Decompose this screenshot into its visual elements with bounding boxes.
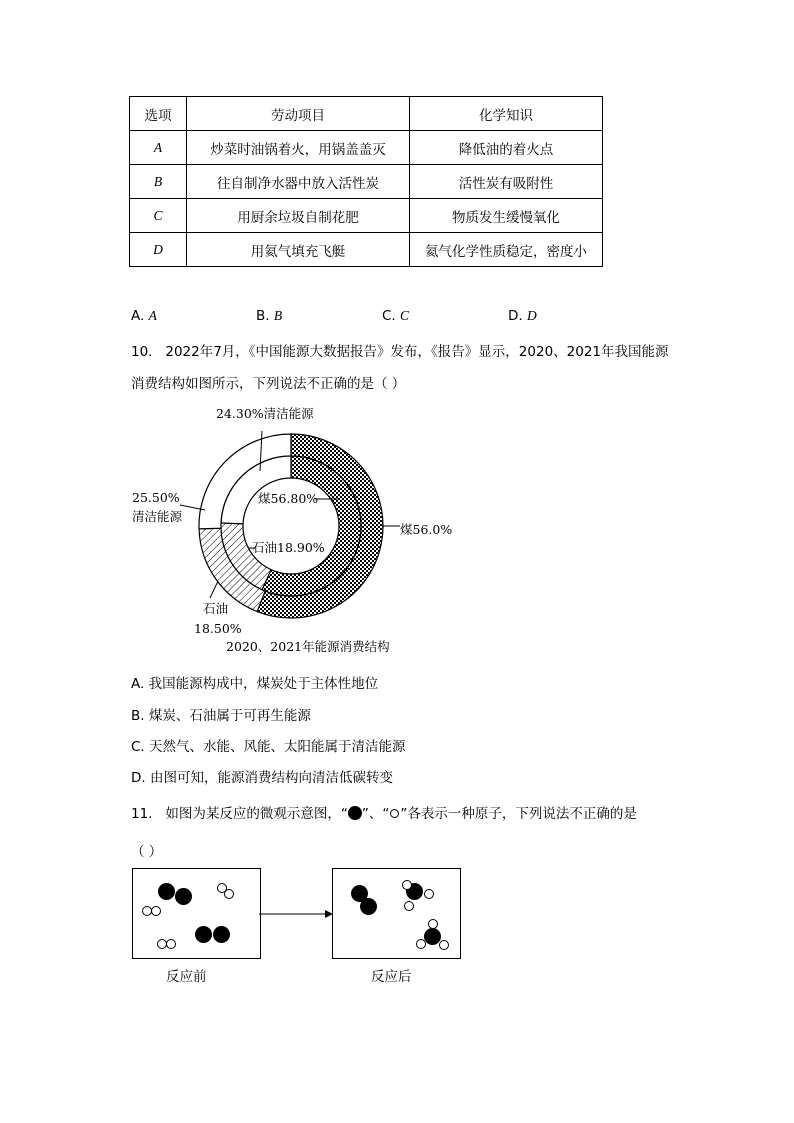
black-atom-icon	[348, 806, 362, 820]
black-atom-icon	[213, 926, 230, 943]
q10-option-c[interactable]: C. 天然气、水能、风能、太阳能属于清洁能源	[131, 739, 406, 755]
task-cell: 用氦气填充飞艇	[187, 233, 410, 267]
option-value: D	[526, 308, 537, 323]
task-cell: 用厨余垃圾自制花肥	[187, 199, 410, 233]
black-atom-icon	[158, 883, 175, 900]
chart-title: 2020、2021年能源消费结构	[226, 639, 390, 654]
label-outer-clean-pct: 25.50%	[132, 490, 180, 505]
task-cell: 往自制净水器中放入活性炭	[187, 165, 410, 199]
label-outer-coal: 煤56.0%	[400, 522, 453, 537]
black-atom-icon	[175, 888, 192, 905]
option-label: D.	[508, 308, 523, 324]
white-atom-icon	[151, 906, 161, 916]
task-cell: 炒菜时油锅着火，用锅盖盖灭	[187, 131, 410, 165]
q11-stem-a: 如图为某反应的微观示意图，“	[165, 806, 348, 822]
white-atom-icon	[404, 901, 414, 911]
q9-option-b[interactable]	[256, 308, 282, 324]
knowledge-cell: 降低油的着火点	[410, 131, 603, 165]
table-header-cell: 选项	[130, 97, 187, 131]
q9-table	[129, 96, 603, 267]
option-cell: D	[130, 233, 187, 267]
white-atom-icon	[428, 919, 438, 929]
knowledge-cell: 活性炭有吸附性	[410, 165, 603, 199]
white-atom-icon	[416, 939, 426, 949]
q10-option-d[interactable]: D. 由图可知，能源消费结构向清洁低碳转变	[131, 770, 393, 786]
reaction-after-box	[332, 868, 461, 959]
table-header-cell: 劳动项目	[187, 97, 410, 131]
q10-stem-line2: 消费结构如图所示，下列说法不正确的是（ ）	[131, 376, 406, 392]
knowledge-cell: 氦气化学性质稳定，密度小	[410, 233, 603, 267]
reaction-before-box	[132, 868, 261, 959]
q10-option-a[interactable]: A. 我国能源构成中，煤炭处于主体性地位	[131, 676, 379, 692]
q10-option-b[interactable]: B. 煤炭、石油属于可再生能源	[131, 708, 311, 724]
label-outer-oil-name: 石油	[203, 601, 229, 616]
knowledge-cell: 物质发生缓慢氧化	[410, 199, 603, 233]
question-number: 11.	[131, 806, 153, 822]
white-atom-icon	[224, 889, 234, 899]
white-atom-icon	[166, 939, 176, 949]
label-inner-clean: 24.30%清洁能源	[216, 406, 314, 421]
q11-stem-b: ”、“	[361, 806, 390, 822]
arrow-icon	[259, 906, 335, 922]
q9-option-d[interactable]	[508, 308, 537, 324]
white-atom-icon	[402, 880, 412, 890]
q11-stem-line2: （ ）	[131, 844, 163, 860]
black-atom-icon	[195, 926, 212, 943]
q9-option-a[interactable]	[131, 308, 157, 324]
option-value: C	[400, 308, 410, 323]
white-atom-icon	[439, 940, 449, 950]
option-cell: C	[130, 199, 187, 233]
table-header-cell: 化学知识	[410, 97, 603, 131]
option-label: A.	[131, 308, 145, 324]
option-cell: A	[130, 131, 187, 165]
after-label: 反应后	[371, 969, 412, 985]
q9-option-c[interactable]	[382, 308, 409, 324]
q10-stem-text: 2022年7月，《中国能源大数据报告》发布，《报告》显示，2020、2021年我国能源	[165, 344, 669, 360]
q11-stem-line1	[131, 802, 637, 822]
label-inner-oil: 石油18.90%	[252, 540, 325, 555]
option-value: B	[273, 308, 283, 323]
label-outer-clean-name: 清洁能源	[132, 509, 183, 524]
label-inner-coal: 煤56.80%	[258, 491, 319, 506]
q10-stem-line1	[131, 340, 669, 360]
option-label: B.	[256, 308, 270, 324]
question-number: 10.	[131, 344, 153, 360]
option-label: C.	[382, 308, 396, 324]
table-row	[130, 131, 603, 165]
energy-donut-chart	[110, 398, 490, 658]
table-header-row	[130, 97, 603, 131]
table-row	[130, 233, 603, 267]
q11-stem-c: ”各表示一种原子，下列说法不正确的是	[400, 806, 637, 822]
white-atom-icon	[390, 809, 399, 818]
white-atom-icon	[424, 889, 434, 899]
black-atom-icon	[360, 898, 377, 915]
before-label: 反应前	[166, 969, 207, 985]
table-row	[130, 165, 603, 199]
option-cell: B	[130, 165, 187, 199]
label-outer-oil-pct: 18.50%	[194, 621, 242, 636]
table-row	[130, 199, 603, 233]
inner-ring	[221, 456, 361, 596]
option-value: A	[148, 308, 157, 323]
